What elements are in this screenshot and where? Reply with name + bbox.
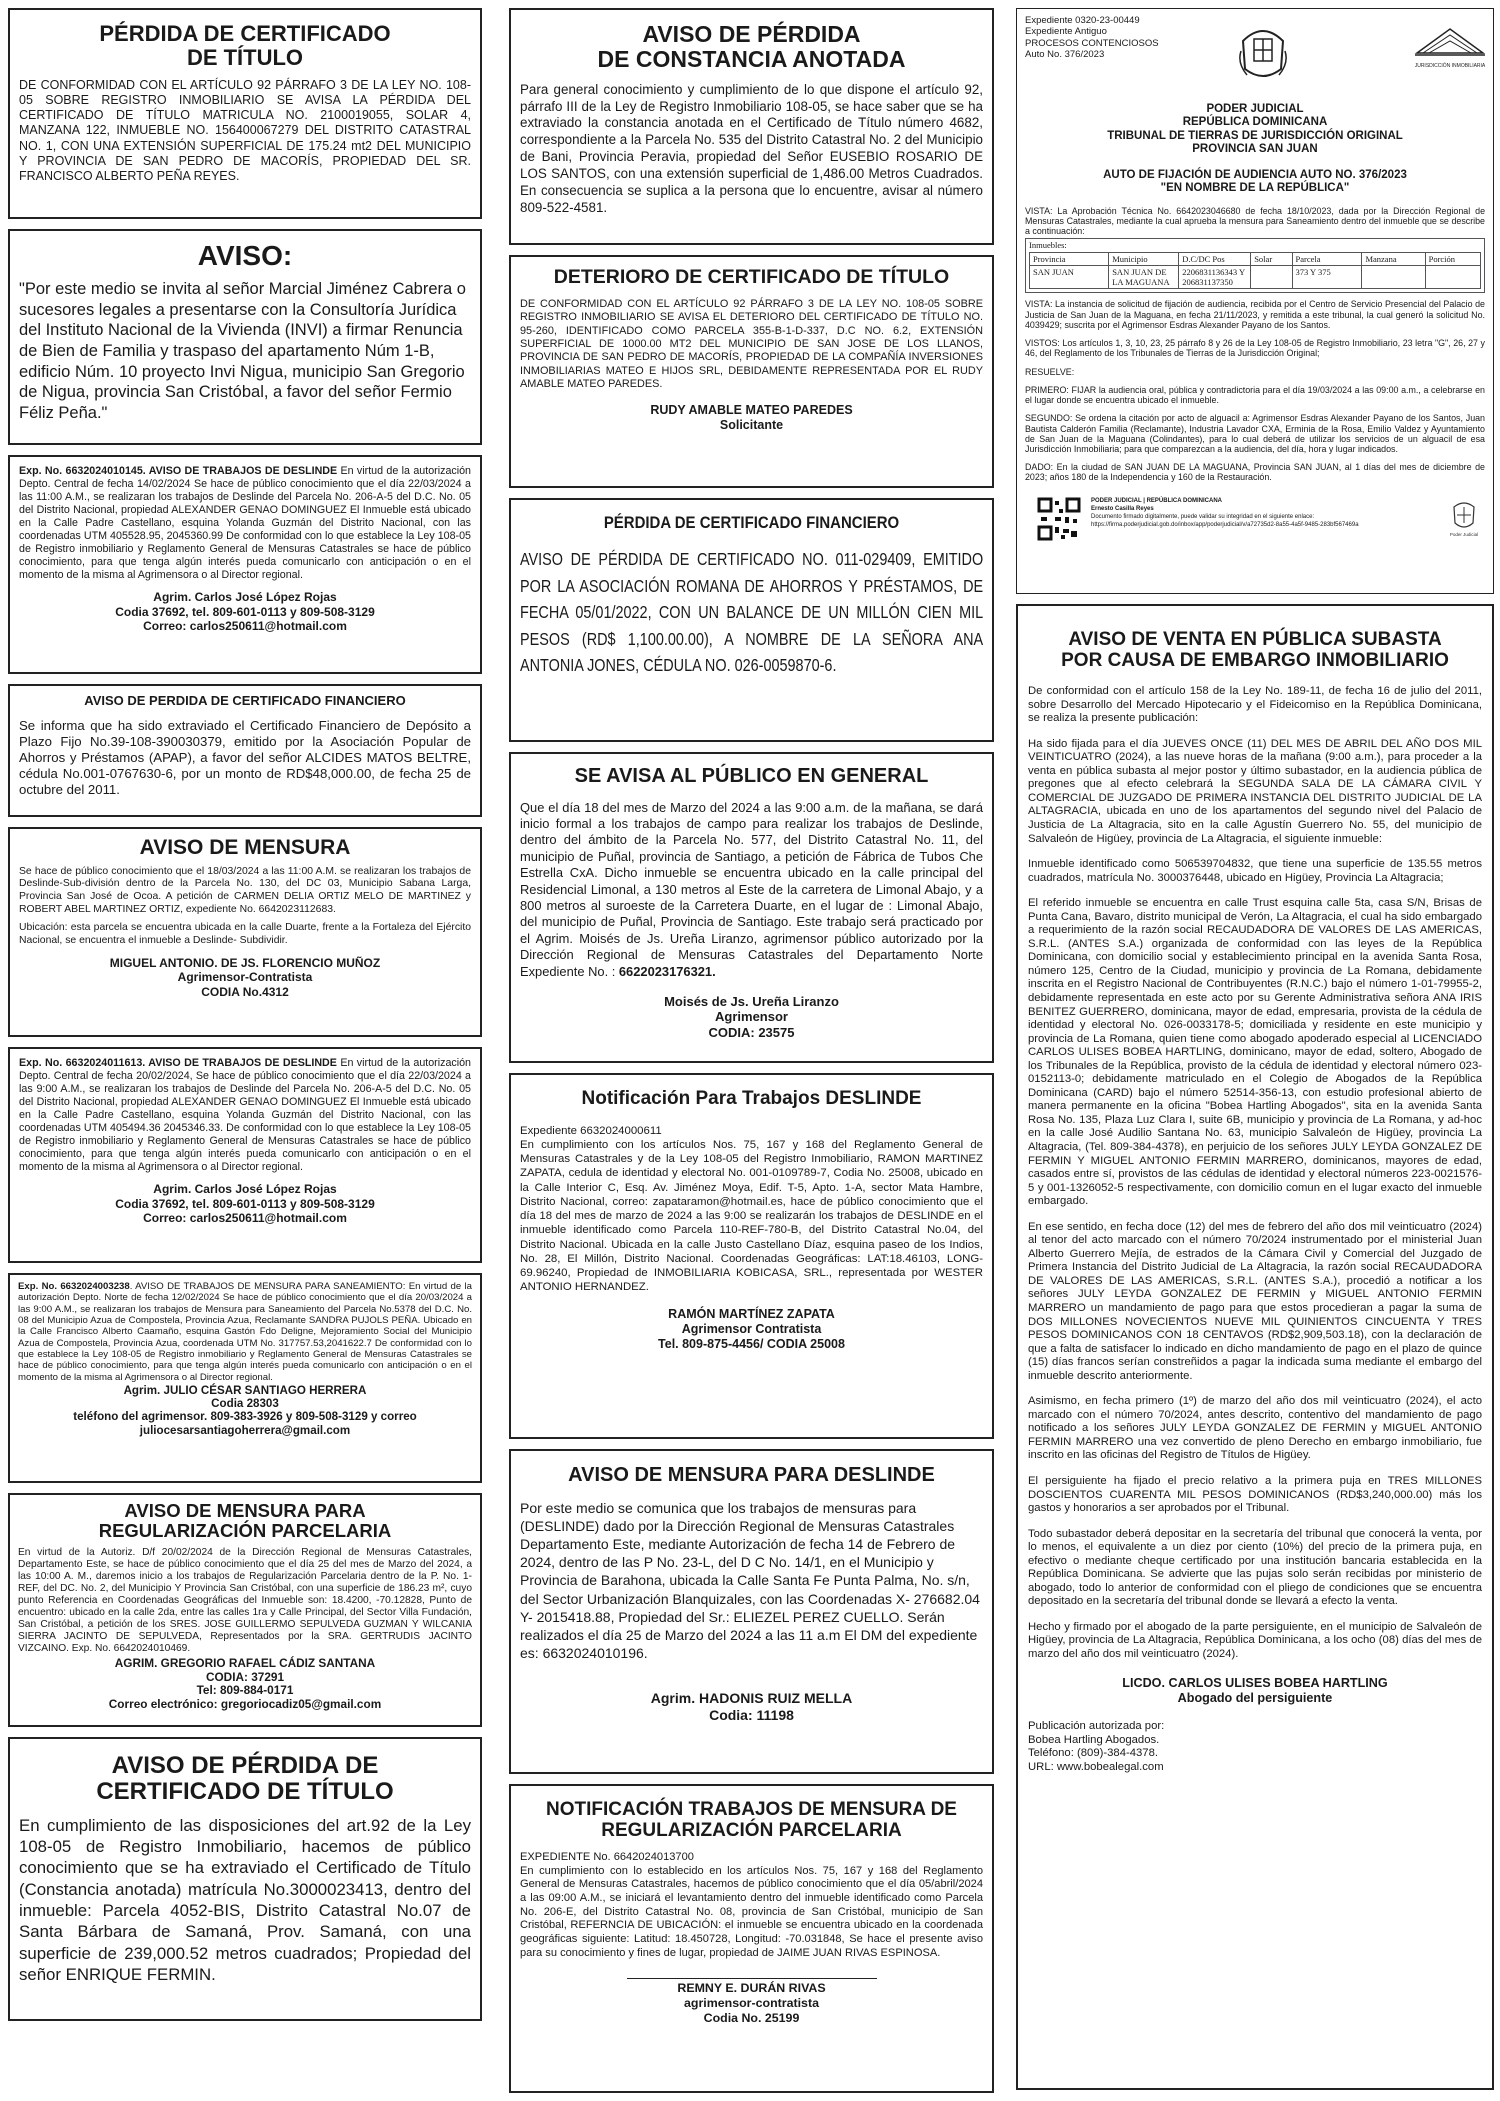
notice-text: . AVISO DE TRABAJOS DE MENSURA PARA SANEAMIENTO: En virtud de la autorización Depto. Norte de fecha 12/02/2024 Se hace de público conocimiento que el día 20/03/2024 a las 9:00 A.M., se realizaran los trabajos de Mensura para Saneamiento del Parcela No.5378 del D.C. No. 08 del Municipio Azua de Compostela, Provincia Azua, Reclamante SANDRA PUJOLS PEÑA. Ubicado en la Calle Francisco Alberto Caamaño, esquina Gastón Fdo Deligne, Mejoramiento Social del Municipio Azua de Compostela, Provincia Azua, coordenada UTM No. 317757.53,2041622.7 De conformidad con lo que establece la Ley 108-05 de Registro inmobiliario y Reglamento General de Mensuras Catastrales se hace de público conocimiento, para que tenga algún interés pueda comunicarlo con anticipación o en el momento de la misma al Agrimensora o al Director regional. <box>18 1281 472 1383</box>
notice-signature: MIGUEL ANTONIO. DE JS. FLORENCIO MUÑOZ Agrimensor-Contratista CODIA No.4312 <box>109 955 381 999</box>
court-segundo: SEGUNDO: Se ordena la citación por acto de alguacil a: Agrimensor Esdras Alexander Payano de los Santos, Juan Bautista Calderón Familia (Reclamante), Industria Lavador CXA, Erminia de la Rosa, Emilio Valdez y Ayuntamiento de San Juan de la Maguana (Colindantes), para lo cual deberá de utilizar los servicios de un alguacil de esa Jurisdicción Inmobiliaria; para que comparezcan a la audiencia, del día, hora y lugar indicados. <box>1025 413 1485 454</box>
notice-lead: Exp. No. 6632024011613. AVISO DE TRABAJOS DE DESLINDE <box>19 1057 337 1069</box>
subasta-p6: Asimismo, en fecha primero (1º) de marzo del año dos mil veinticuatro (2024), el acto marcado con el número 70/2024, antes descrito, contentivo del mandamiento de pago notificado a los señores JULY LEYDA GONZALEZ DE FERMIN y MIGUEL ANTONIO FERMIN MARRERO una vez convertido de pleno Derecho en embargo inmobiliario, fue inscrito en las oficinas del Registro de Títulos de Higüey. <box>1028 1395 1482 1462</box>
signature-note: Documento firmado digitalmente, puede validar su integridad en el siguiente enlace: <box>1091 513 1315 520</box>
notice-title: DETERIORO DE CERTIFICADO DE TÍTULO <box>553 266 950 288</box>
notice-signature: REMNY E. DURÁN RIVAS agrimensor-contratista Codia No. 25199 <box>677 1981 826 2025</box>
court-primero: PRIMERO: FIJAR la audiencia oral, pública y contradictoria para el día 19/03/2024 a las 09:00 a.m., a celebrarse en el lugar donde se encuentra ubicado el inmueble. <box>1025 384 1485 406</box>
notice-lead: Exp. No. 6632024010145. AVISO DE TRABAJOS DE DESLINDE <box>19 465 338 477</box>
table-header: Solar <box>1251 253 1292 266</box>
notice-title: PÉRDIDA DE CERTIFICADO FINANCIERO <box>603 513 900 532</box>
notice-body: AVISO DE PÉRDIDA DE CERTIFICADO NO. 011-029409, EMITIDO POR LA ASOCIACIÓN ROMANA DE AHORROS Y PRÉSTAMOS, DE FECHA 05/01/2022, CON UN BALANCE DE UN MILLÓN CIEN MIL PESOS (RD$ 1,100.00.00), A NOMBRE DE LA SEÑORA ANA ANTONIA JONES, CÉDULA NO. 026-0059870-6. <box>520 549 984 675</box>
inmuebles-table <box>1029 252 1481 289</box>
subasta-p2: Ha sido fijada para el día JUEVES ONCE (11) DEL MES DE ABRIL DEL AÑO DOS MIL VEINTICUATRO (2024), a las nueve horas de la mañana (9:00 a.m.), para proceder a la venta en pública subasta al mejor postor y último subastador, en la audiencia pública de pregones que al efecto celebrará la SEGUNDA SALA DE LA CÁMARA CIVIL Y COMERCIAL DE JUZGADO DE PRIMERA INSTANCIA DEL DISTRITO JUDICIAL DE LA ALTAGRACIA, ubicada en uno de los apartamentos del segundo nivel del Palacio de Justicia de La Altagracia, sito en la calle Agustín Guerrero No. 55, del municipio de Salvaleón de Higüey, provincia de La Altagracia, el siguiente inmueble: <box>1028 737 1482 845</box>
table-header: Manzana <box>1362 253 1425 266</box>
notice-body: EXPEDIENTE No. 6642024013700 En cumplimiento con lo establecido en los artículos Nos. 75, 167 y 168 del Reglamento General de Mensuras Catastrales, hacemos de público conocimiento que el día 05/abril/2024 a las 09:00 A.M., se iniciará el levantamiento dentro del inmueble identificado como Parcela No. 206-E, del Distrito Catastral No. 08, provincia de San Cristóbal, municipio de San Cristóbal, REFERNCIA DE UBICACIÓN: el inmueble se encuentra ubicado en la coordenada geográficas siguiente: Latitud: 18.450728, Longitud: -70.031848, Se hace el presente aviso para su conocimiento y fines de lugar, propiedad de JAIME JUAN RIVAS ESPINOSA. <box>520 1851 983 1959</box>
notice-title: AVISO DE PERDIDA DE CERTIFICADO FINANCIERO <box>84 693 406 708</box>
poder-judicial-seal-icon <box>1449 499 1479 539</box>
notice-title: AVISO DE MENSURA PARA REGULARIZACIÓN PARCELARIA <box>98 1500 392 1541</box>
notice-title: NOTIFICACIÓN TRABAJOS DE MENSURA DE REGULARIZACIÓN PARCELARIA <box>546 1799 957 1841</box>
notice-perdida-certificado-titulo <box>8 8 482 219</box>
notice-text: En virtud de la autorización Depto. Central de fecha 20/02/2024, Se hace de público conocimiento que el día 22/03/2024 a las 9:00 A.M., se realizaran los trabajos de Deslinde del Parcela No. 206-A-5 del D.C. No. 05 del Distrito Nacional, propiedad ALEXANDER GENAO DOMINGUEZ El Inmueble está ubicado en la Calle Padre Castellano, esquina Yolanda Guzmán del Distrito Nacional, con las coordenadas UTM 405494.36 2045346.33. De conformidad con lo que establece la Ley 108-05 de Registro inmobiliario y Reglamento General de Mensuras Catastrales se hace de público conocimiento, para que tenga algún interés pueda comunicarlo con anticipación o en el momento de la misma al Agrimensora o al Director regional. <box>19 1057 472 1174</box>
table-header: Parcela <box>1292 253 1362 266</box>
signature-org: PODER JUDICIAL | REPÚBLICA DOMINICANA <box>1091 497 1223 504</box>
notice-body: DE CONFORMIDAD CON EL ARTÍCULO 92 PÁRRAFO 3 DE LA LEY NO. 108-05 SOBRE REGISTRO INMOBILIARIO SE AVISA LA PÉRDIDA DEL CERTIFICADO DE TÍTULO MATRICULA NO. 2100019055, SOLAR 4, MANZANA 122, INMUEBLE NO. 156400067279 DEL DISTRITO CATASTRAL NO. 1, CON UNA EXTENSIÓN SUPERFICIAL DE 175.24 mt2 DEL MUNICIPIO Y PROVINCIA DE SAN PEDRO DE MACORÍS, PROPIEDAD DEL SR. FRANCISCO ALBERTO PEÑA REYES. <box>19 77 471 183</box>
notice-expediente: 6622023176321. <box>618 963 716 979</box>
seal-label: Poder Judicial <box>1449 531 1479 537</box>
table-header: Provincia <box>1030 253 1109 266</box>
signature-link[interactable]: https://firma.poderjudicial.gob.do/inbox/app/poderjudicial/v/a72735d2-8a55-4a5f-9485-283bf567469a <box>1091 521 1359 528</box>
column-right <box>1016 8 1494 2090</box>
subasta-p9: Hecho y firmado por el abogado de la parte persiguiente, en el municipio de Salvaleón de Higüey, provincia de La Altagracia, República Dominicana, a los ocho (08) días del mes de marzo del año dos mil veinticuatro (2024). <box>1028 1620 1482 1661</box>
case-header: Expediente 0320-23-00449 Expediente Antiguo PROCESOS CONTENCIOSOS Auto No. 376/2023 <box>1025 15 1159 61</box>
table-cell: SAN JUAN <box>1030 266 1109 289</box>
subasta-p5: En ese sentido, en fecha doce (12) del mes de febrero del año dos mil veinticuatro (2024) al tenor del acto marcado con el número 70/2024 instrumentado por el ministerial Juan Alberto Guerrero Mejía, de estrados de la Cámara Civil y Comercial del Juzgado de Primera Instancia del Distrito Judicial de La Altagracia, la razón social RECAUDADORA DE VALORES DE LAS AMERICAS, S.R.L. (ANTES S.A.), procedió a notificar a los señores JULY LEYDA GONZALEZ DE FERMIN y MIGUEL ANTONIO FERMIN MARRERO un mandamiento de pago para que estos procedieran a pagar la suma de DOS MILLONES NOVECIENTOS NUEVE MIL QUINIENTOS CINCUENTA Y TRES PESOS DOMINICANOS CON 18 CENTAVOS (RD$2,909,503.18), con la declaración de que a falta de satisfacer lo indicado en dicho mandamiento de pago en el plazo de quince (15) días francos serían constreñidos a pagar la indicada suma mediante el embargo del inmueble descrito anteriormente. <box>1028 1220 1482 1382</box>
notice-signature: RAMÓN MARTÍNEZ ZAPATA Agrimensor Contratista Tel. 809-875-4456/ CODIA 25008 <box>658 1306 845 1351</box>
notice-lead: Exp. No. 6632024003238 <box>18 1281 130 1292</box>
column-left <box>8 8 482 2021</box>
notice-body <box>520 800 983 980</box>
notice-signature: RUDY AMABLE MATEO PAREDES Solicitante <box>650 403 853 433</box>
notice-body <box>18 1281 472 1383</box>
coat-of-arms-icon <box>1237 21 1289 83</box>
notice-body: Por este medio se comunica que los trabajos de mensuras para (DESLINDE) dado por la Dirección Regional de Mensuras Catastrales Departamento Este, mediante Autorización de fecha 14 de Febrero de 2024, dentro de las P No. 23-L, del D C No. 14/1, en el Municipio y Provincia de Barahona, ubicada la Calle Santa Fe Punta Palma, No. s/n, del Sector Urbanización Blanquizales, con las Coordenadas X- 276682.04 Y- 2015418.88, Propiedad del Sr.: ELIEZEL PEREZ CUELLO. Serán realizados el día 25 de Marzo del 2024 a las 11 a.m El DM del expediente es: 6632024010196. <box>520 1499 980 1662</box>
notice-perdida-certificado-financiero-2 <box>509 498 994 742</box>
notice-deslinde-6632024010145 <box>8 455 482 674</box>
subasta-p8: Todo subastador deberá depositar en la secretaría del tribunal que conocerá la venta, por lo menos, el equivalente a un diez por ciento (10%) del precio de la primera puja, en efectivo o mediante cheque certificado por una institución bancaria establecida en la República Dominicana. Se advierte que las pujas solo serán recibidas por ministerio de abogado, todo lo anterior de conformidad con el pliego de condiciones que se encuentra depositado en la secretaría del tribunal donde se llevará a efecto la venta. <box>1028 1527 1482 1608</box>
notice-title: AVISO DE VENTA EN PÚBLICA SUBASTA POR CAUSA DE EMBARGO INMOBILIARIO <box>1061 629 1449 671</box>
notice-signature: Moisés de Js. Ureña Liranzo Agrimensor CODIA: 23575 <box>664 993 839 1041</box>
table-cell <box>1251 266 1292 289</box>
table-cell: 2206831136343 Y 206831137350 <box>1179 266 1251 289</box>
column-middle <box>509 8 994 2093</box>
table-cell <box>1425 266 1480 289</box>
subasta-p4: El referido inmueble se encuentra en calle Trust esquina calle 5ta, casa S/N, Brisas de Punta Cana, Bavaro, distrito municipal de Verón, La Altagracia, el cual ha sido embargado a requerimiento de la razón social RECAUDADORA DE VALORES DE LAS AMERICAS, S.R.L. (ANTES S.A.) organizada de conformidad con las leyes de la República Dominicana, con domicilio social y establecimiento principal en la avenida Santa Rosa, número 125, Centro de la Ciudad, municipio y provincia de La Romana, debidamente inscrita en el Registro Nacional de Contribuyentes (R.N.C.) bajo el número 1-01-79955-2, debidamente representada en este acto por su Gerente Administrativa señora ANA IRIS BENITEZ GUERRERO, dominicana, mayor de edad, empresaria, provista de la cédula de identidad y electoral No. 026-0033178-5; domiciliada y residente en este municipio y provincia de La Romana, quien tiene como abogado apoderado especial al LICENCIADO CARLOS ULISES BOBEA HARTLING, dominicano, mayor de edad, soltero, Abogado de los Tribunales de la República, provisto de la cédula de identidad y electoral número 023-0152113-0; debidamente matriculado en el Colegio de Abogados de la República Dominicana (CARD) bajo el número 52514-356-13, con estudio profesional abierto de manera permanente en la oficina "Bobea Hartling Abogados", sita en la avenida Santa Rosa No. 135, Plaza Luz Clara I, suite 6B, municipio y provincia de La Romana, y ad-hoc en la calle José Audilio Santana No. 63, municipio Salvaleón de Higüey, provincia La Altagracia, (Tel. 809-384-4378), en perjuicio de los señores JULY LEYDA GONZALEZ DE FERMIN Y MIGUEL ANTONIO FERMIN MARRERO, dominicanos, mayores de edad, casados entre sí, provistos de las cédulas de identidad y electoral números 223-0021576-5 y 001-1326052-5 respectivamente, con domicilio comun en el lugar exacto del inmueble embargado. <box>1028 897 1482 1208</box>
notice-regularizacion-parcelaria-2 <box>509 1784 994 2093</box>
table-cell: SAN JUAN DE LA MAGUANA <box>1109 266 1179 289</box>
notice-body: Se informa que ha sido extraviado el Certificado Financiero de Depósito a Plazo Fijo No.39-108-390030379, emitido por la Asociación Popular de Ahorros y Préstamos (APAP), a favor del señor ALCIDES MATOS BELTRE, cédula No.001-0767630-6, por un monto de RD$48,000.00, de fecha 25 de octubre del 2011. <box>19 718 471 798</box>
subasta-p3: Inmueble identificado como 506539704832, que tiene una superficie de 135.55 metros cuadrados, matrícula No. 3000376448, ubicado en Higüey, Provincia La Altagracia; <box>1028 858 1482 884</box>
table-row <box>1030 266 1481 289</box>
notice-body <box>19 465 471 582</box>
notice-signature: LICDO. CARLOS ULISES BOBEA HARTLING Abogado del persiguiente <box>1122 1675 1388 1705</box>
notice-aviso-mensura <box>8 827 482 1037</box>
notice-signature: Agrim. HADONIS RUIZ MELLA Codia: 11198 <box>650 1690 853 1724</box>
court-vistos: VISTOS: Los artículos 1, 3, 10, 23, 25 párrafo 8 y 26 de la Ley 108-05 de Registro Inmobiliario, 23 letra "G", 26, 27 y 46, del Reglamento de los Tribunales de Tierras de la Jurisdicción Original; <box>1025 338 1485 359</box>
notice-body-2: Ubicación: esta parcela se encuentra ubicada en la calle Duarte, frente a la Fortaleza del Ejército Nacional, se encuentra el inmueble a Deslinde- Subdividir. <box>19 922 471 947</box>
notice-title: PÉRDIDA DE CERTIFICADO DE TÍTULO <box>99 21 391 70</box>
notice-aviso-invi <box>8 229 482 445</box>
qr-code-icon <box>1037 497 1081 541</box>
court-vista-1: VISTA: La Aprobación Técnica No. 6642023046680 de fecha 18/10/2023, dada por la Dirección Regional de Mensuras Catastrales, mediante la cual aprueba la mensura para Saneamiento dentro del inmueble que se describe a continuación: <box>1025 205 1485 237</box>
court-title: AUTO DE FIJACIÓN DE AUDIENCIA AUTO NO. 376/2023 "EN NOMBRE DE LA REPÚBLICA" <box>1103 168 1407 195</box>
signature-name: Ernesto Casilla Reyes <box>1091 505 1154 512</box>
notice-body <box>19 1057 471 1174</box>
court-vista-2: VISTA: La instancia de solicitud de fijación de audiencia, recibida por el Centro de Servicio Presencial del Palacio de Justicia de San Juan de la Maguana, en fecha 21/11/2023, y remitida a este tribunal, la cual generó la solicitud No. 4039429; suscrita por el Agrimensor Esdras Alexander Payano de los Santos. <box>1025 299 1485 330</box>
notice-body: Expediente 6632024000611 En cumplimiento con los artículos Nos. 75, 167 y 168 del Reglamento General de Mensuras Catastrales y de la Ley 108-05 del Registro Inmobiliario, RAMON MARTINEZ ZAPATA, cedula de identidad y electoral No. 001-0109789-7, Codia No. 25008, ubicado en la Calle Interior C, Esq. Av. Jiménez Moya, Edif. T-5, Apto. 1-A, sector Mata Hambre, Distrito Nacional, correo: zapataramon@hotmail.es, hace de público conocimiento que el día 18 del mes de marzo de 2024 a las 9:00 se realizarán los trabajos de DESLINDE en el inmueble identificado como Parcela 110-REF-780-B, del Distrito Catastral No.04, del Distrito Nacional. Ubicada en la calle Justo Castellano Díaz, esquina paseo de los Indios, No. 28, El Millón, Distrito Nacional. Coordenadas Geográficas: LAT:18.46103, LONG-69.96240, Propiedad de INMOBILIARIA KOBICASA, SRL., representada por WESTER ANTONIO HERNANDEZ. <box>520 1124 983 1294</box>
notice-mensura-deslinde <box>509 1449 994 1774</box>
table-cell: 373 Y 375 <box>1292 266 1362 289</box>
notice-regularizacion-parcelaria <box>8 1493 482 1727</box>
notice-body: En virtud de la Autoriz. D/f 20/02/2024 de la Dirección Regional de Mensuras Catastrales, Departamento Este, se hace de público conocimiento que el día 25 del mes de Marzo del 2024, a las 10:00 A. M., daremos inicio a los trabajos de Regularización Parcelaria dentro de la P. No. 1-REF, del DC. No. 2, del Municipio Y Provincia San Cristóbal, con una superficie de 186.23 m², cuyo punto Referencia en Coordenadas Geográficas del Inmueble son: 18.4200, -70.12828, Punto de encuentro: ubicado en la calle 2da, entre las calles 1ra y Calle Principal, del Sector Villa Fundación, San Cristóbal, a petición de los SRES. JOSE GUILLERMO SEPULVEDA GUZMAN Y WILCANIA SIERRA JACINTO DE SEPULVEDA, Representados por la SRA. GERTRUDIS JACINTO VIZCAINO. Exp. No. 6642024010469. <box>18 1546 472 1655</box>
notice-title: AVISO DE PÉRDIDA DE CONSTANCIA ANOTADA <box>597 21 906 72</box>
notice-mensura-saneamiento <box>8 1273 482 1483</box>
notice-title: SE AVISA AL PÚBLICO EN GENERAL <box>574 765 929 787</box>
notice-signature: AGRIM. GREGORIO RAFAEL CÁDIZ SANTANA CODIA: 37291 Tel: 809-884-0171 Correo electrónico: gregoriocadiz05@gmail.com <box>108 1656 382 1711</box>
table-header: Municipio <box>1109 253 1179 266</box>
court-resuelve: RESUELVE: <box>1025 366 1075 377</box>
table-header-row <box>1030 253 1481 266</box>
notice-title: AVISO DE MENSURA <box>139 836 351 859</box>
court-dado: DADO: En la ciudad de SAN JUAN DE LA MAGUANA, Provincia SAN JUAN, al 1 días del mes de diciembre de 2023; años 180 de la Independencia y 160 de la Restauración. <box>1025 462 1485 483</box>
notice-deterioro-certificado <box>509 255 994 488</box>
notice-body: Se hace de público conocimiento que el 18/03/2024 a las 11:00 A.M. se realizaran los trabajos de Deslinde-Sub-división dentro de la Parcela No. 130, del DC 03, Municipio Sabana Larga, Provincia San José de Ocoa. A petición de CARMEN DELIA ORTIZ MELO DE MARTINEZ y ROBERT ABEL MARTINEZ ORTIZ, expediente No. 6642023112683. <box>19 865 471 915</box>
notice-signature: Agrim. JULIO CÉSAR SANTIAGO HERRERA Codia 28303 teléfono del agrimensor. 809-383-3926 y 809-508-3129 y correo juliocesarsantiagoherrera@gmail.com <box>73 1383 417 1437</box>
notice-title: AVISO: <box>197 240 293 271</box>
notice-signature: Agrim. Carlos José López Rojas Codia 37692, tel. 809-601-0113 y 809-508-3129 Correo: carlos250611@hotmail.com <box>115 1182 375 1226</box>
court-heading: PODER JUDICIAL REPÚBLICA DOMINICANA TRIBUNAL DE TIERRAS DE JURISDICCIÓN ORIGINAL PROVINCIA SAN JUAN <box>1107 103 1403 156</box>
table-cell <box>1362 266 1425 289</box>
notice-venta-publica-subasta <box>1016 604 1494 2090</box>
subasta-publication: Publicación autorizada por: Bobea Hartling Abogados. Teléfono: (809)-384-4378. URL: www.bobealegal.com <box>1028 1719 1165 1774</box>
notice-perdida-certificado-financiero <box>8 684 482 817</box>
subasta-p7: El persiguiente ha fijado el precio relativo a la primera puja en TRES MILLONES DOSCIENTOS CUARENTA MIL PESOS DOMINICANOS (RD$3,240,000.00) más los gastos y honorarios a ser aprobados por el Tribunal. <box>1028 1475 1482 1515</box>
notice-body: "Por este medio se invita al señor Marcial Jiménez Cabrera o sucesores legales a presentarse con la Consultoría Jurídica del Instituto Nacional de la Vivienda (INVI) a firmar Renuncia de Bien de Familia y traspaso del apartamento Núm 1-B, edificio Núm. 10 proyecto Invi Nigua, municipio San Gregorio de Nigua, provincia San Cristóbal, a favor del señor Fermio Féliz Peña." <box>19 280 466 422</box>
notice-aviso-publico-general <box>509 752 994 1063</box>
notice-text: En virtud de la autorización Depto. Central de fecha 14/02/2024 Se hace de público conocimiento que el día 22/03/2024 a las 11:00 A.M., se realizaran los trabajos de Deslinde del Parcela No. 206-A-5 del D.C. No. 05 del Distrito Nacional, propiedad ALEXANDER GENAO DOMINGUEZ El Inmueble está ubicado en la Calle Padre Castellano, esquina Yolanda Guzmán del Distrito Nacional, con las coordenadas UTM 405528.95, 2045360.99 De conformidad con lo que establece la Ley 108-05 de Registro inmobiliario y Reglamento General de Mensuras Catastrales se hace de público conocimiento, para que tenga algún interés pueda comunicarlo con anticipación o en el momento de la misma al Agrimensora o al Director regional. <box>19 465 471 582</box>
notice-body: En cumplimiento de las disposiciones del art.92 de la Ley 108-05 de Registro Inmobiliario, hacemos de público conocimiento que se ha extraviado el Certificado de Título (Constancia anotada) matrícula No.3000023413, dentro del inmueble: Parcela 4052-BIS, Distrito Catastral No.07 de Santa Bárbara de Samaná, Prov. Samaná, con una superficie de 239,000.52 metros cuadrados; Propiedad del señor ENRIQUE FERMIN. <box>19 1815 471 1985</box>
table-caption: Inmuebles: <box>1029 240 1067 251</box>
notice-auto-fijacion-audiencia <box>1016 8 1494 594</box>
subasta-p1: De conformidad con el artículo 158 de la Ley No. 189-11, de fecha 16 de julio del 2011, sobre Desarrollo del Mercado Hipotecario y el Fideicomiso en la República Dominicana, se realiza la presente publicación: <box>1028 685 1482 725</box>
jurisdiccion-inmobiliaria-logo-icon <box>1411 25 1489 81</box>
notice-body: Para general conocimiento y cumplimiento de lo que dispone el artículo 92, párrafo III de la Ley de Registro Inmobiliario 108-05, se hace saber que se ha extraviado la constancia anotada en el Certificado de Título número 4682, correspondiente a la Parcela No. 535 del Distrito Catastral No. 2 del Municipio de Bani, Provincia Peravia, propiedad del Señor EUSEBIO ROSARIO DE LOS SANTOS, con una extensión superficial de 1,486.00 Metros Cuadrados. En consecuencia se suplica a la persona que lo encuentre, avisar al número 809-522-4581. <box>520 81 983 215</box>
logo-label: JURISDICCIÓN INMOBILIARIA <box>1414 63 1486 69</box>
notice-trabajos-deslinde <box>509 1073 994 1439</box>
table-header: D.C/DC Pos <box>1179 253 1251 266</box>
notice-perdida-constancia-anotada <box>509 8 994 245</box>
notice-body: DE CONFORMIDAD CON EL ARTÍCULO 92 PÁRRAFO 3 DE LA LEY NO. 108-05 SOBRE REGISTRO INMOBILIARIO SE AVISA EL DETERIORO DEL CERTIFICADO DE TÍTULO NO. 95-260, IDENTIFICADO COMO PARCELA 355-B-1-D-337, D.C NO. 6.2, EXTENSIÓN SUPERFICIAL DE 1000.00 MT2 DEL MUNICIPIO DE SAN JOSE DE LOS LLANOS, PROVINCIA DE SAN PEDRO DE MACORÍS, PROPIEDAD DE LA COMPAÑÍA INVERSIONES INMOBILIARIAS MATEO E HIJOS SRL, DEBIDAMENTE REPRESENTADA POR EL RUDY AMABLE MATEO PAREDES. <box>520 298 983 390</box>
notice-deslinde-6632024011613 <box>8 1047 482 1263</box>
notice-title: AVISO DE MENSURA PARA DESLINDE <box>568 1464 935 1486</box>
table-header: Porción <box>1425 253 1480 266</box>
notice-title: Notificación Para Trabajos DESLINDE <box>581 1088 922 1109</box>
notice-perdida-certificado-titulo-samana <box>8 1737 482 2021</box>
notice-text: Que el día 18 del mes de Marzo del 2024 a las 9:00 a.m. de la mañana, se dará inicio formal a los trabajos de campo para realizar los trabajos de Deslinde, dentro del ámbito de la Parcela No. 577, del Distrito Catastral No. 11, del municipio de Puñal, provincia de Santiago, a petición de Fábrica de Tubos Che Estrella CxA. Dicho inmueble se encuentra ubicado en la calle principal del Residencial Limonal, a 130 metros al Este de la carretera de Limonal Abajo, y a 800 metros al suroeste de la Carretera Duarte, en el lugar de : Limonal Abajo, del municipio de Puñal, Provincia de Santiago. Este trabajo será practicado por el Agrim. Moisés de Js. Ureña Liranzo, agrimensor público autorizado por la Dirección Regional de Mensuras Catastrales del Departamento Norte Expediente No. : <box>520 799 983 979</box>
notice-signature: Agrim. Carlos José López Rojas Codia 37692, tel. 809-601-0113 y 809-508-3129 Correo: carlos250611@hotmail.com <box>115 590 375 634</box>
notice-title: AVISO DE PÉRDIDA DE CERTIFICADO DE TÍTULO <box>96 1752 394 1805</box>
